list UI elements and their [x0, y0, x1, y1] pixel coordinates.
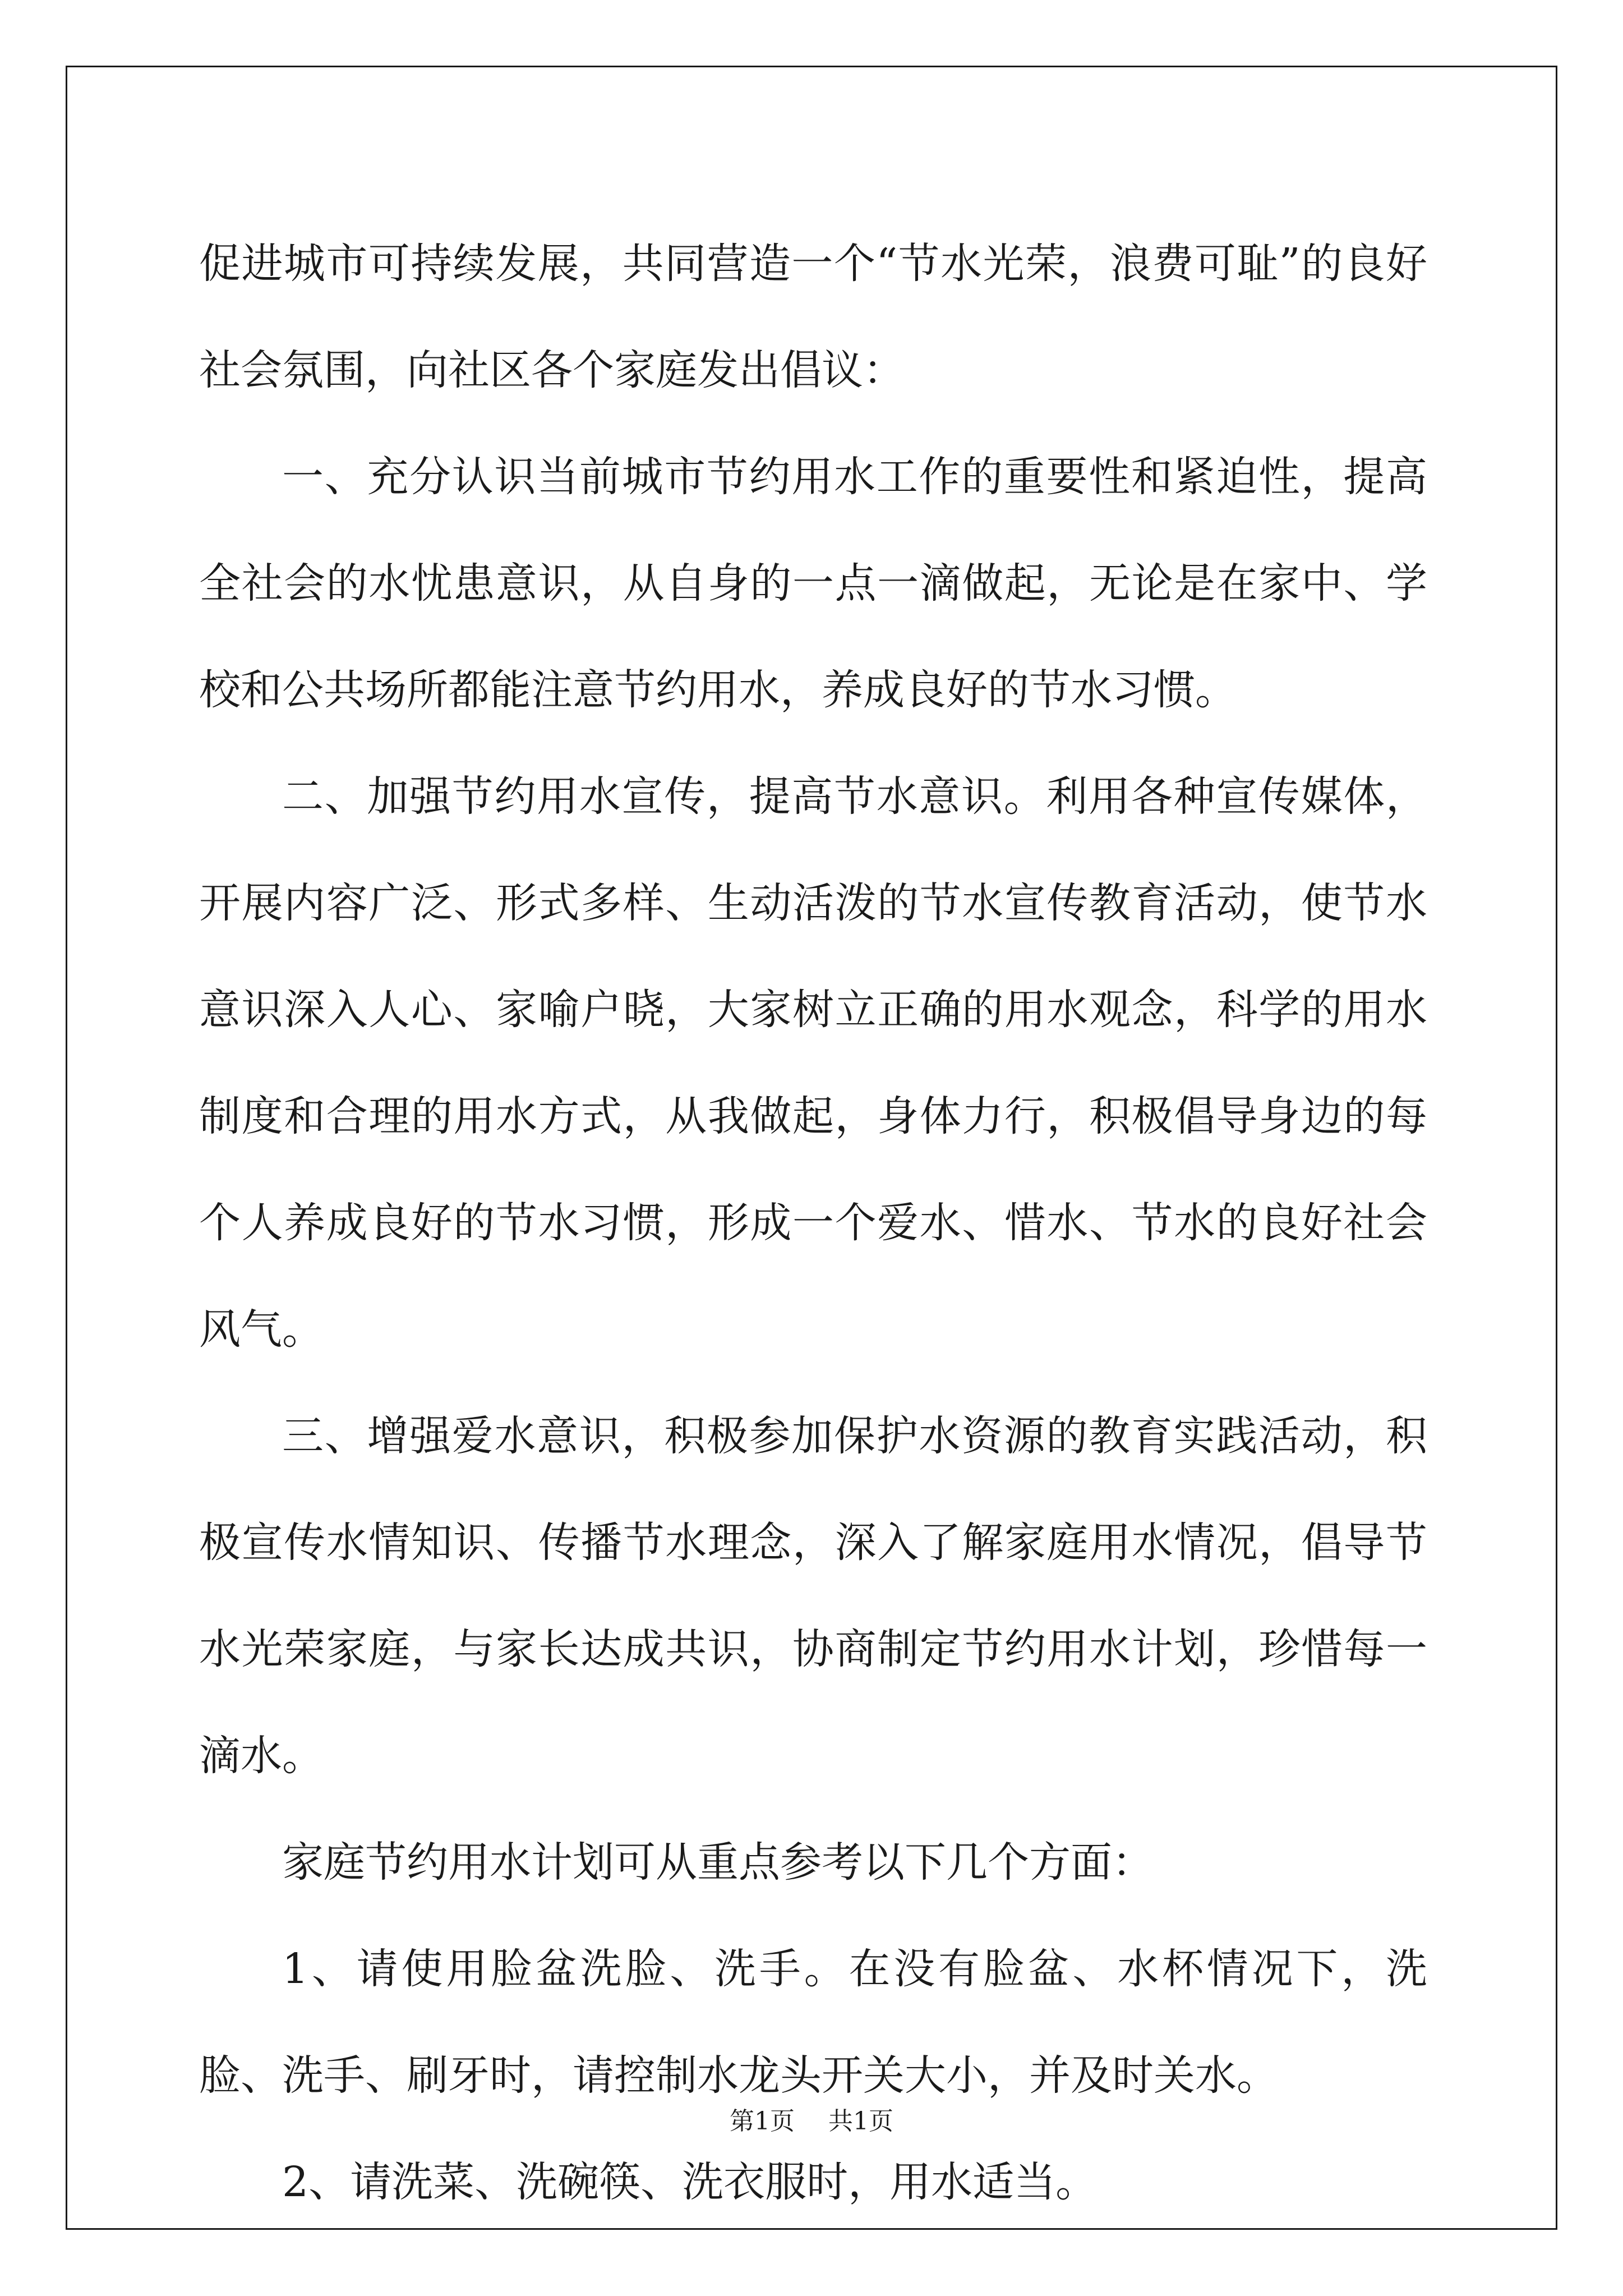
document-body [199, 210, 1427, 2235]
page-number: 第1页 [730, 2107, 795, 2136]
paragraph: 一、充分认识当前城市节约用水工作的重要性和紧迫性，提高全社会的水忧患意识，从自身的一点一滴做起，无论是在家中、学校和公共场所都能注意节约用水，养成良好的节水习惯。 [199, 453, 1427, 714]
page-footer [0, 2101, 1623, 2137]
paragraph: 三、增强爱水意识，积极参加保护水资源的教育实践活动，积极宣传水情知识、传播节水理念，深入了解家庭用水情况，倡导节水光荣家庭，与家长达成共识，协商制定节约用水计划，珍惜每一滴水。 [199, 1412, 1427, 1780]
paragraph: 1、请使用脸盆洗脸、洗手。在没有脸盆、水杯情况下，洗脸、洗手、刷牙时，请控制水龙头开关大小，并及时关水。 [199, 1945, 1427, 2100]
total-pages: 共1页 [828, 2107, 893, 2136]
paragraph: 促进城市可持续发展，共同营造一个“节水光荣，浪费可耻”的良好社会氛围，向社区各个家庭发出倡议： [199, 240, 1427, 394]
paragraph: 2、请洗菜、洗碗筷、洗衣服时，用水适当。 [282, 2158, 1098, 2206]
paragraph: 家庭节约用水计划可从重点参考以下几个方面： [282, 1838, 1154, 1887]
paragraph: 二、加强节约用水宣传，提高节水意识。利用各种宣传媒体，开展内容广泛、形式多样、生动活泼的节水宣传教育活动，使节水意识深入人心、家喻户晓，大家树立正确的用水观念，科学的用水制度和合理的用水方式，从我做起，身体力行，积极倡导身边的每个人养成良好的节水习惯，形成一个爱水、惜水、节水的良好社会风气。 [199, 772, 1427, 1354]
